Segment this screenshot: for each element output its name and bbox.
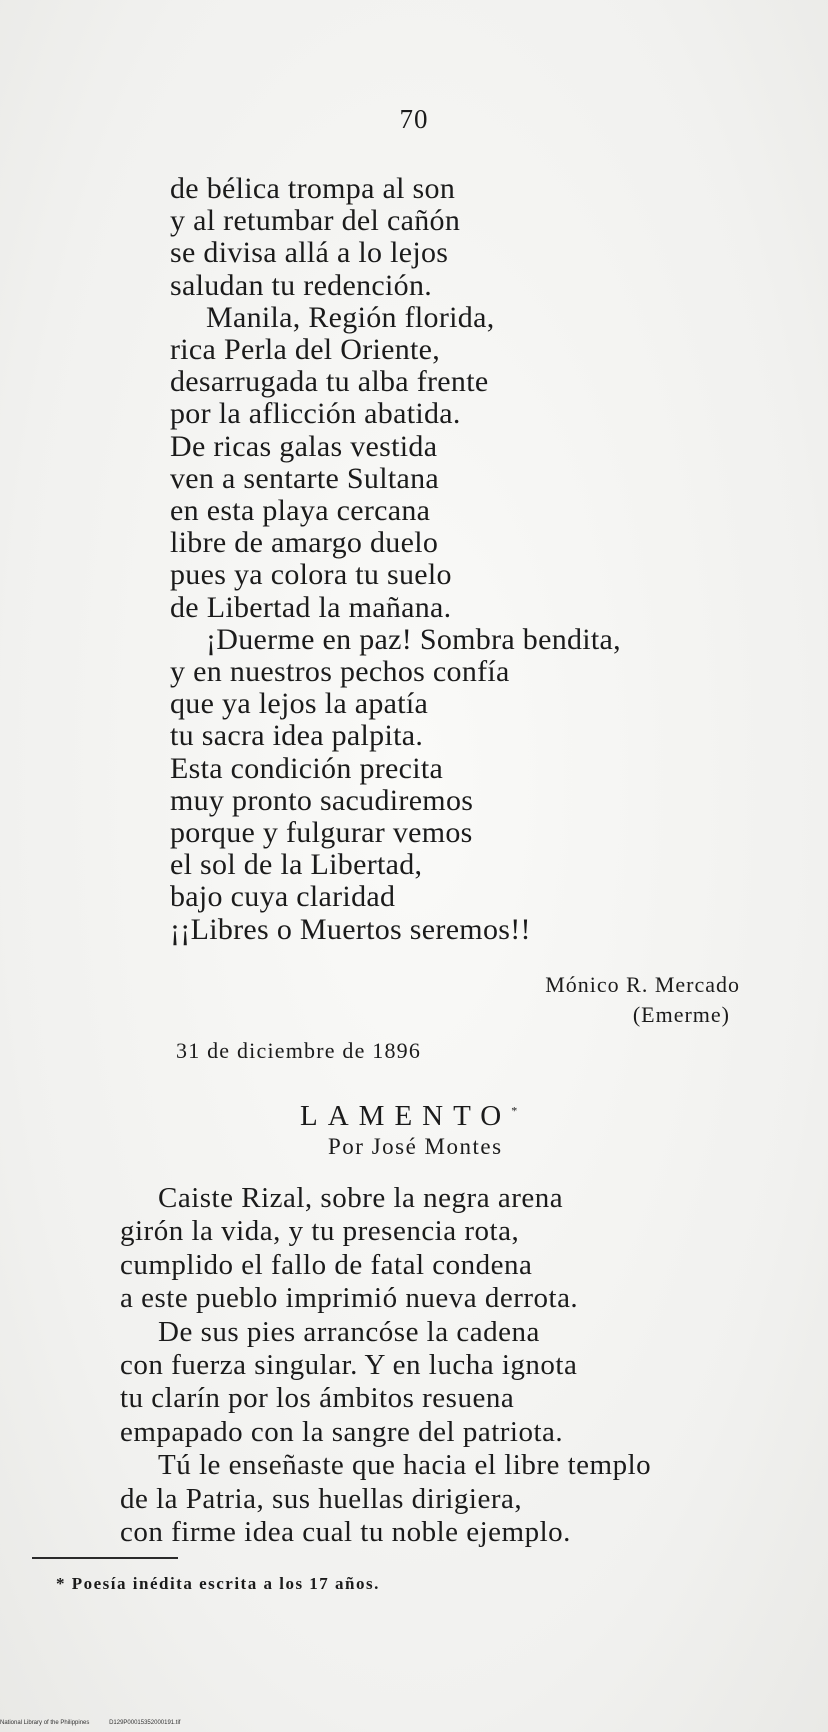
verse-line: tu sacra idea palpita. [170,719,424,753]
verse-line: por la aflicción abatida. [170,397,461,431]
verse-line: y al retumbar del cañón [170,204,461,238]
verse-line: De sus pies arrancóse la cadena [158,1315,540,1348]
verse-line: que ya lejos la apatía [170,687,429,721]
verse-line: de la Patria, sus huellas dirigiera, [120,1482,523,1515]
footnote: * Poesía inédita escrita a los 17 años. [56,1574,380,1593]
footnote-marker: * [511,1103,518,1118]
verse-line: cumplido el fallo de fatal condena [120,1248,533,1281]
page-number: 70 [399,104,429,134]
signature-alias: (Emerme) [632,1002,730,1027]
signature-author: Mónico R. Mercado [545,972,740,997]
verse-line: empapado con la sangre del patriota. [120,1415,564,1448]
lamento-poem [120,1182,651,1549]
verse-line: pues ya colora tu suelo [170,558,452,592]
verse-line: girón la vida, y tu presencia rota, [120,1215,520,1248]
verse-line: y en nuestros pechos confía [170,655,510,689]
footnote-divider [32,1557,178,1559]
verse-line: ven a sentarte Sultana [170,461,439,495]
verse-line: con fuerza singular. Y en lucha ignota [120,1349,578,1382]
verse-line: ¡¡Libres o Muertos seremos!! [170,912,531,946]
verse-line: Esta condición precita [170,751,444,785]
verse-line: desarrugada tu alba frente [170,365,489,399]
verse-line: el sol de la Libertad, [170,848,423,882]
verse-line: rica Perla del Oriente, [170,333,441,367]
verse-line: con firme idea cual tu noble ejemplo. [120,1516,571,1549]
verse-line: De ricas galas vestida [170,429,438,463]
verse-line: de Libertad la mañana. [170,590,452,624]
verse-line: se divisa allá a lo lejos [170,236,449,270]
footer-library: National Library of the Philippines [0,1720,90,1726]
verse-line: Tú le enseñaste que hacia el libre templo [158,1449,652,1482]
verse-line: saludan tu redención. [170,268,433,302]
verse-line: tu clarín por los ámbitos resuena [120,1382,515,1415]
poem-byline: Por José Montes [328,1134,503,1159]
verse-line: bajo cuya claridad [170,880,396,914]
poem-continuation [170,173,621,946]
verse-line: de bélica trompa al son [170,172,456,205]
poem-date: 31 de diciembre de 1896 [176,1038,422,1063]
scan-footer [0,1720,198,1726]
verse-line: porque y fulgurar vemos [170,816,473,850]
poem-title-text: LAMENTO [300,1100,512,1132]
footer-code: D129P00015352000191.tif [109,1720,181,1726]
verse-line: libre de amargo duelo [170,526,439,560]
verse-line: en esta playa cercana [170,494,431,528]
verse-line: muy pronto sacudiremos [170,783,474,817]
verse-line: Caiste Rizal, sobre la negra arena [158,1182,564,1214]
verse-line: a este pueblo imprimió nueva derrota. [120,1282,579,1315]
verse-line: Manila, Región florida, [206,300,495,334]
poem-signature [545,970,740,1030]
verse-line: ¡Duerme en paz! Sombra bendita, [206,622,621,656]
poem-title [300,1100,517,1133]
